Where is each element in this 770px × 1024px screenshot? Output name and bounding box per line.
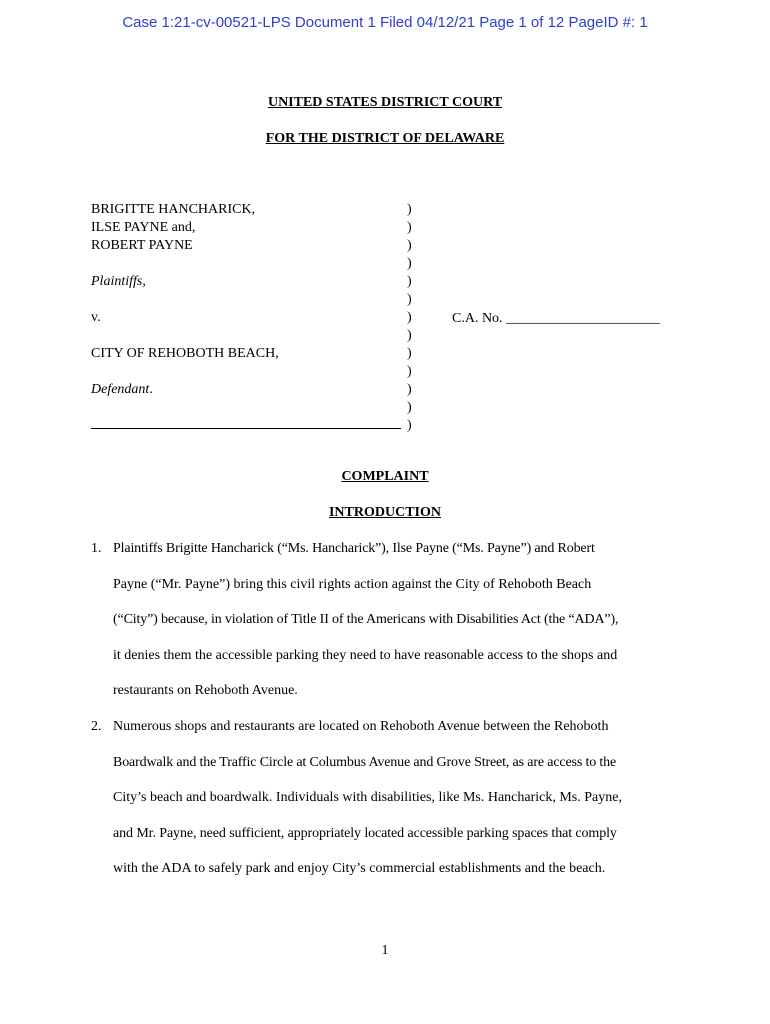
caption-parentheses: ) ) ) ) ) ) ) ) ) ) ) ) ) [407,202,412,433]
paragraph-line: Numerous shops and restaurants are located on Rehoboth Avenue between the Rehoboth [113,719,609,734]
defendant-label [91,381,153,399]
paragraph-line: it denies them the accessible parking they need to have reasonable access to the shops and [113,648,618,663]
court-name: UNITED STATES DISTRICT COURT [267,95,503,110]
page-number: 1 [381,943,389,958]
paragraph-line: restaurants on Rehoboth Avenue. [113,683,298,698]
defendant-label-text: Defendant [91,382,150,397]
plaintiff-name-1: BRIGITTE HANCHARICK, [91,202,256,217]
paragraph-line: and Mr. Payne, need sufficient, appropriately located accessible parking spaces that comply [113,826,617,841]
plaintiffs-label [91,273,146,291]
complaint-heading: COMPLAINT [341,469,429,484]
plaintiff-name-3: ROBERT PAYNE [91,238,193,253]
paragraph-line: (“City”) because, in violation of Title II of the Americans with Disabilities Act (the “ADA”), [113,612,619,627]
defendant-label-period: . [149,382,153,397]
paragraph-line: City’s beach and boardwalk. Individuals with disabilities, like Ms. Hancharick, Ms. Payne, [113,790,622,805]
court-district: FOR THE DISTRICT OF DELAWARE [265,131,505,146]
paragraph-line: Plaintiffs Brigitte Hancharick (“Ms. Hancharick”), Ilse Payne (“Ms. Payne”) and Robert [113,541,595,556]
versus: v. [91,310,101,325]
introduction-heading: INTRODUCTION [328,505,441,520]
defendant-name: CITY OF REHOBOTH BEACH, [91,346,279,361]
paragraph-number: 1. [91,541,102,556]
paragraph-number: 2. [91,719,102,734]
plaintiff-name-2: ILSE PAYNE and, [91,220,196,235]
plaintiffs-label-text: Plaintiffs [91,274,143,289]
case-number: C.A. No. ______________________ [452,311,661,326]
paragraph-line: Boardwalk and the Traffic Circle at Columbus Avenue and Grove Street, as are access to the [113,755,617,770]
paragraph-line: with the ADA to safely park and enjoy City’s commercial establishments and the beach. [113,861,606,876]
paragraph-line: Payne (“Mr. Payne”) bring this civil rights action against the City of Rehoboth Beach [113,577,592,592]
caption-signature-line [91,428,401,429]
case-header-stamp: Case 1:21-cv-00521-LPS Document 1 Filed 04/12/21 Page 1 of 12 PageID #: 1 [122,14,648,31]
plaintiffs-label-comma: , [142,274,146,289]
